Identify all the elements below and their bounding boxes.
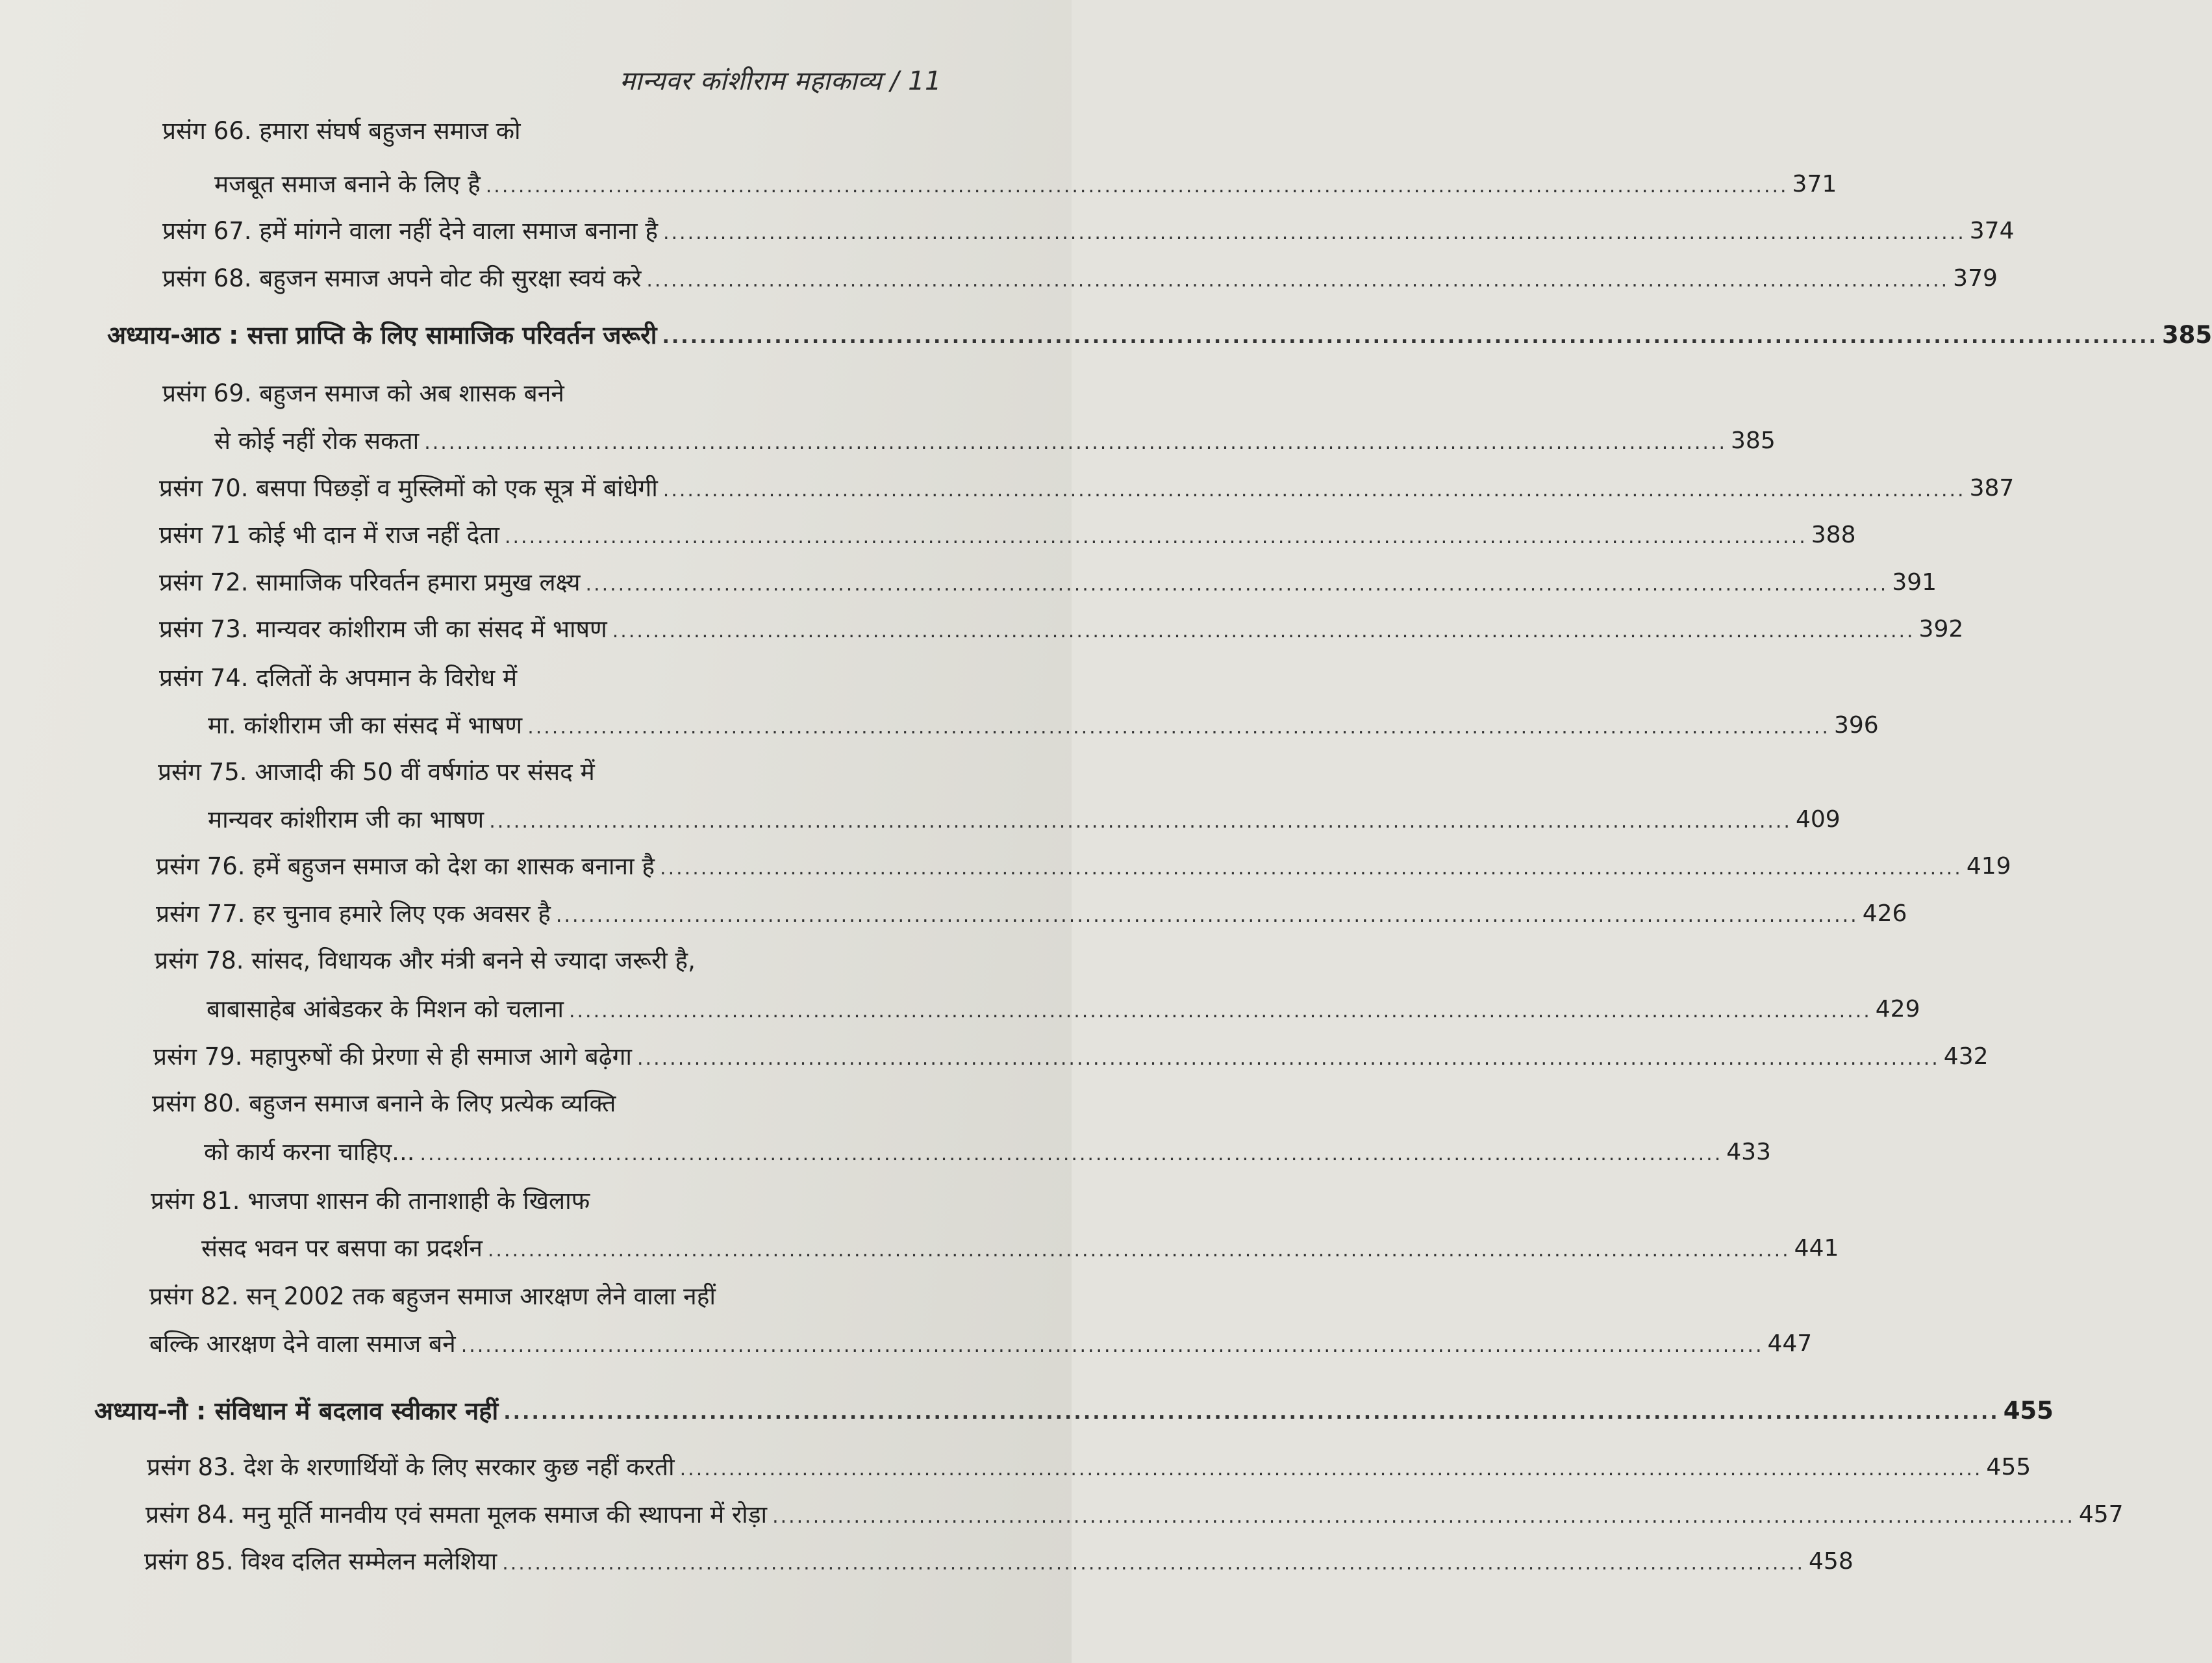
dot-leader: ................................................................................................................................................................ — [660, 857, 1963, 880]
dot-leader: ................................................................................................................................................................ — [679, 1458, 1983, 1480]
page-number: 371 — [1792, 171, 1837, 197]
page-number: 385 — [2161, 321, 2212, 349]
toc-entry — [159, 567, 1937, 598]
entry-title: प्रसंग 66. हमारा संघर्ष बहुजन समाज को — [162, 117, 521, 145]
dot-leader: ................................................................................................................................................................ — [489, 810, 1792, 833]
entry-title: मान्यवर कांशीराम जी का भाषण — [208, 806, 484, 833]
entry-title: से कोई नहीं रोक सकता — [214, 427, 420, 455]
page-number: 409 — [1795, 806, 1841, 833]
page-number: 391 — [1892, 569, 1937, 596]
toc-entry — [162, 378, 564, 409]
toc-entry — [147, 1452, 2031, 1483]
entry-title: प्रसंग 81. भाजपा शासन की तानाशाही के खिलाफ — [151, 1187, 590, 1215]
toc-entry — [156, 851, 2011, 882]
toc-entry — [214, 425, 1776, 457]
toc-entry — [155, 945, 696, 976]
dot-leader: ................................................................................................................................................................ — [487, 1239, 1791, 1262]
entry-title: प्रसंग 67. हमें मांगने वाला नहीं देने वाला समाज बनाना है — [162, 217, 658, 245]
page-number: 392 — [1918, 616, 1964, 642]
page-number: 433 — [1726, 1139, 1771, 1165]
page-number: 455 — [1986, 1454, 2031, 1480]
chapter-title: अध्याय-नौ : संविधान में बदलाव स्वीकार नहीं — [94, 1397, 499, 1425]
entry-title: प्रसंग 85. विश्व दलित सम्मेलन मलेशिया — [144, 1547, 497, 1575]
entry-title: प्रसंग 82. सन् 2002 तक बहुजन समाज आरक्षण लेने वाला नहीं — [149, 1282, 716, 1310]
page-number: 379 — [1953, 265, 1998, 292]
entry-title: प्रसंग 70. बसपा पिछड़ों व मुस्लिमों को एक सूत्र में बांधेगी — [159, 474, 658, 502]
dot-leader: ................................................................................................................................................................ — [662, 325, 2158, 348]
dot-leader: ................................................................................................................................................................ — [502, 1552, 1805, 1575]
running-header: मान्यवर कांशीराम महाकाव्य / 11 — [620, 66, 942, 96]
page-number: 457 — [2078, 1501, 2124, 1528]
toc-entry — [151, 1186, 590, 1217]
entry-title: प्रसंग 84. मनु मूर्ति मानवीय एवं समता मूलक समाज की स्थापना में रोड़ा — [145, 1501, 768, 1529]
entry-title: प्रसंग 83. देश के शरणार्थियों के लिए सरकार कुछ नहीं करती — [147, 1453, 675, 1481]
page-number: 388 — [1811, 522, 1856, 548]
entry-title: प्रसंग 79. महापुरुषों की प्रेरणा से ही समाज आगे बढ़ेगा — [153, 1043, 633, 1071]
entry-title: प्रसंग 71 कोई भी दान में राज नहीं देता — [159, 521, 499, 549]
entry-title: प्रसंग 73. मान्यवर कांशीराम जी का संसद में भाषण — [159, 615, 607, 643]
page-number: 387 — [1969, 475, 2015, 501]
toc-entry — [162, 263, 1998, 294]
entry-title: बाबासाहेब आंबेडकर के मिशन को चलाना — [207, 995, 564, 1023]
page-number: 374 — [1969, 218, 2015, 244]
chapter-title: अध्याय-आठ : सत्ता प्राप्ति के लिए सामाजिक परिवर्तन जरूरी — [107, 321, 657, 349]
page-number: 429 — [1875, 996, 1920, 1022]
toc-chapter-entry — [107, 320, 2212, 351]
toc-entry — [145, 1499, 2124, 1530]
page-number: 447 — [1767, 1330, 1813, 1357]
dot-leader: ................................................................................................................................................................ — [637, 1047, 1940, 1070]
toc-entry — [149, 1328, 1813, 1360]
page-number: 385 — [1731, 427, 1776, 454]
page-number: 396 — [1833, 712, 1879, 739]
dot-leader: ................................................................................................................................................................ — [662, 222, 1966, 244]
toc-entry — [158, 757, 595, 788]
entry-title: प्रसंग 80. बहुजन समाज बनाने के लिए प्रत्येक व्यक्ति — [152, 1089, 616, 1117]
page-number: 455 — [2003, 1397, 2054, 1425]
entry-title: प्रसंग 77. हर चुनाव हमारे लिए एक अवसर है — [156, 900, 551, 928]
entry-title: मजबूत समाज बनाने के लिए है — [214, 170, 481, 198]
entry-title: संसद भवन पर बसपा का प्रदर्शन — [201, 1234, 483, 1262]
toc-entry — [152, 1088, 616, 1119]
toc-entry — [201, 1233, 1839, 1264]
page-number: 432 — [1943, 1043, 1989, 1070]
entry-title: प्रसंग 75. आजादी की 50 वीं वर्षगांठ पर संसद में — [158, 758, 595, 786]
toc-entry — [214, 169, 1837, 200]
page-number: 426 — [1862, 900, 1907, 927]
entry-title: प्रसंग 72. सामाजिक परिवर्तन हमारा प्रमुख लक्ष्य — [159, 568, 581, 596]
dot-leader: ................................................................................................................................................................ — [646, 269, 1950, 292]
dot-leader: ................................................................................................................................................................ — [527, 716, 1830, 739]
dot-leader: ................................................................................................................................................................ — [772, 1505, 2075, 1528]
entry-title: बल्कि आरक्षण देने वाला समाज बने — [149, 1330, 456, 1358]
toc-entry — [162, 216, 2015, 247]
page-number: 441 — [1794, 1235, 1839, 1262]
page-number: 419 — [1966, 853, 2011, 880]
entry-title: प्रसंग 74. दलितों के अपमान के विरोध में — [159, 664, 518, 692]
entry-title: प्रसंग 78. सांसद, विधायक और मंत्री बनने से ज्यादा जरूरी है, — [155, 946, 696, 974]
toc-entry — [207, 994, 1920, 1025]
page-number: 458 — [1809, 1548, 1854, 1575]
toc-chapter-entry — [94, 1395, 2054, 1427]
dot-leader: ................................................................................................................................................................ — [503, 1401, 2000, 1424]
toc-entry — [149, 1281, 716, 1312]
dot-leader: ................................................................................................................................................................ — [662, 479, 1966, 501]
entry-title: मा. कांशीराम जी का संसद में भाषण — [208, 711, 523, 739]
toc-entry — [208, 804, 1841, 835]
dot-leader: ................................................................................................................................................................ — [460, 1334, 1764, 1357]
toc-entry — [204, 1137, 1771, 1168]
dot-leader: ................................................................................................................................................................ — [585, 573, 1889, 596]
toc-entry — [162, 116, 521, 147]
toc-entry — [208, 710, 1879, 741]
entry-title: प्रसंग 69. बहुजन समाज को अब शासक बनने — [162, 379, 564, 407]
entry-title: प्रसंग 76. हमें बहुजन समाज को देश का शासक बनाना है — [156, 852, 655, 880]
dot-leader: ................................................................................................................................................................ — [424, 431, 1728, 454]
toc-entry — [159, 473, 2015, 504]
dot-leader: ................................................................................................................................................................ — [504, 526, 1807, 548]
toc-entry — [159, 520, 1856, 551]
entry-title: प्रसंग 68. बहुजन समाज अपने वोट की सुरक्षा स्वयं करे — [162, 264, 642, 292]
dot-leader: ................................................................................................................................................................ — [612, 620, 1915, 642]
dot-leader: ................................................................................................................................................................ — [555, 904, 1859, 927]
toc-entry — [159, 663, 517, 694]
toc-entry — [156, 898, 1907, 930]
toc-entry — [144, 1546, 1854, 1577]
dot-leader: ................................................................................................................................................................ — [485, 175, 1789, 197]
entry-title: को कार्य करना चाहिए... — [204, 1138, 415, 1166]
toc-entry — [159, 614, 1964, 645]
dot-leader: ................................................................................................................................................................ — [420, 1143, 1723, 1165]
dot-leader: ................................................................................................................................................................ — [568, 1000, 1872, 1022]
toc-entry — [153, 1041, 1989, 1073]
